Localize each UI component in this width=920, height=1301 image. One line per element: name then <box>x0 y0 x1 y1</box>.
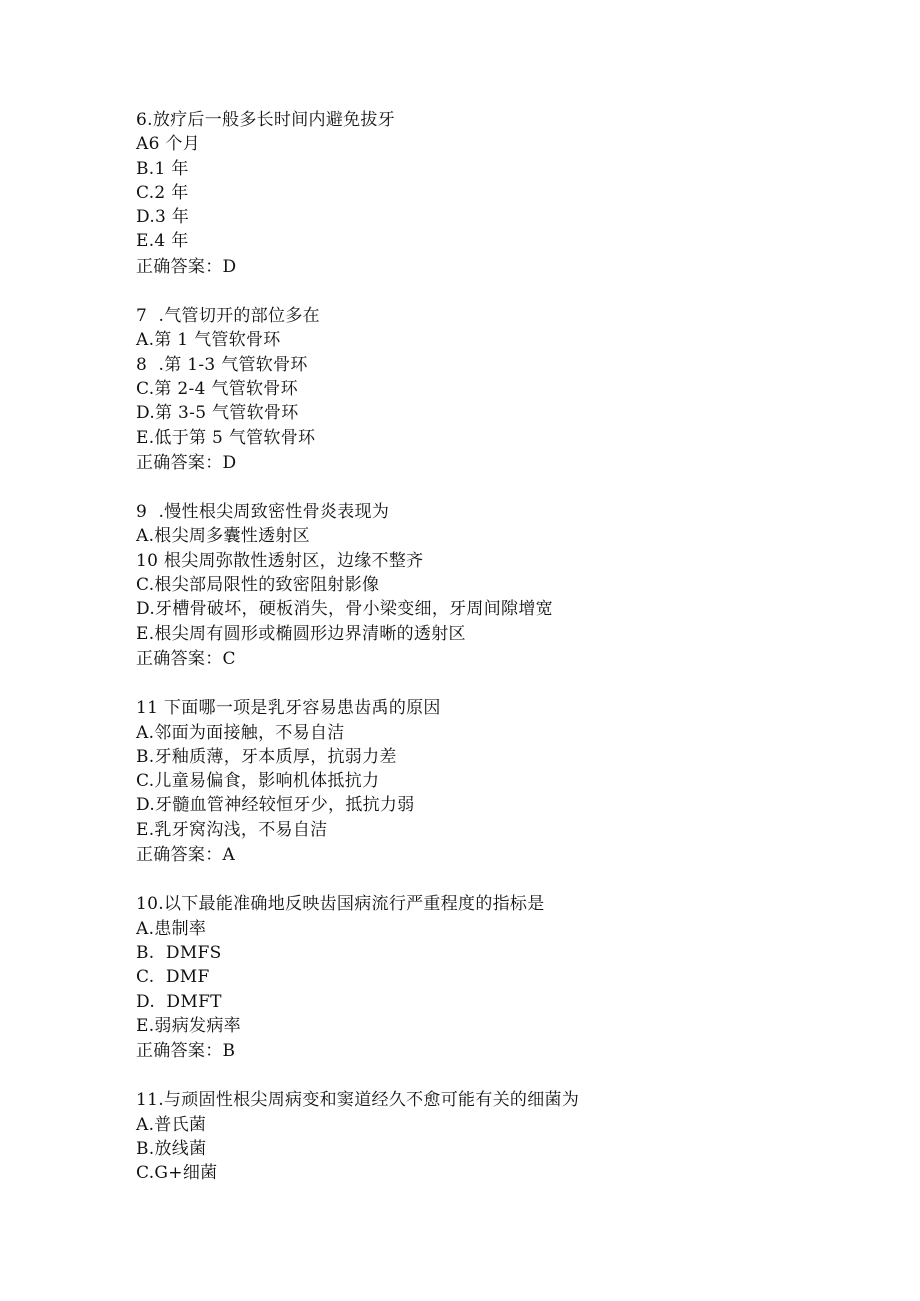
option-e: E.低于第 5 气管软骨环 <box>136 427 316 448</box>
option-b: B.1 年 <box>136 158 189 179</box>
option-d: D.牙槽骨破坏，硬板消失，骨小梁变细，牙周间隙增宽 <box>136 599 553 620</box>
question-block <box>136 108 856 279</box>
correct-answer: 正确答案：D <box>136 256 237 277</box>
question-stem: 11 下面哪一项是乳牙容易患齿禹的原因 <box>136 698 441 719</box>
correct-answer: 正确答案：A <box>136 845 236 866</box>
question-stem: 9 .慢性根尖周致密性骨炎表现为 <box>136 502 390 523</box>
correct-answer: 正确答案：C <box>136 648 236 669</box>
option-a: A.邻面为面接触，不易自洁 <box>136 722 345 743</box>
option-d: D.牙髓血管神经较恒牙少，抵抗力弱 <box>136 795 415 816</box>
option-d: D.3 年 <box>136 207 190 228</box>
option-a: A.普氏菌 <box>136 1114 207 1135</box>
option-e: E.4 年 <box>136 231 189 252</box>
question-block <box>136 500 856 671</box>
question-stem: 7 .气管切开的部位多在 <box>136 306 320 327</box>
question-stem: 11.与顽固性根尖周病变和窦道经久不愈可能有关的细菌为 <box>136 1090 580 1111</box>
option-b: B. DMFS <box>136 942 222 963</box>
option-e: E.乳牙窝沟浅，不易自洁 <box>136 819 328 840</box>
option-a: A.根尖周多囊性透射区 <box>136 526 310 547</box>
option-e: E.根尖周有圆形或椭圆形边界清晰的透射区 <box>136 623 466 644</box>
option-a: A.患制率 <box>136 918 207 939</box>
option-c: C.G+细菌 <box>136 1163 218 1184</box>
option-c: C.根尖部局限性的致密阻射影像 <box>136 575 380 596</box>
question-stem: 6.放疗后一般多长时间内避免拔牙 <box>136 110 396 130</box>
option-d: D.第 3-5 气管软骨环 <box>136 403 299 424</box>
option-a: A.第 1 气管软骨环 <box>136 330 281 351</box>
option-b: 8 .第 1-3 气管软骨环 <box>136 354 308 375</box>
question-block <box>136 892 856 1063</box>
option-b: B.牙釉质薄，牙本质厚，抗弱力差 <box>136 746 397 767</box>
option-d: D. DMFT <box>136 991 222 1012</box>
question-block <box>136 1088 856 1185</box>
option-b: B.放线菌 <box>136 1138 207 1159</box>
option-c: C.儿童易偏食，影响机体抵抗力 <box>136 771 380 792</box>
question-block <box>136 304 856 475</box>
document-page <box>136 108 856 1211</box>
correct-answer: 正确答案：B <box>136 1041 236 1062</box>
option-c: C.第 2-4 气管软骨环 <box>136 378 298 399</box>
correct-answer: 正确答案：D <box>136 452 237 473</box>
option-c: C. DMF <box>136 967 210 988</box>
question-block <box>136 696 856 867</box>
option-a: A6 个月 <box>136 134 200 155</box>
option-c: C.2 年 <box>136 182 189 203</box>
option-b: 10 根尖周弥散性透射区，边缘不整齐 <box>136 550 424 571</box>
question-stem: 10.以下最能准确地反映齿国病流行严重程度的指标是 <box>136 894 545 915</box>
option-e: E.弱病发病率 <box>136 1015 241 1036</box>
